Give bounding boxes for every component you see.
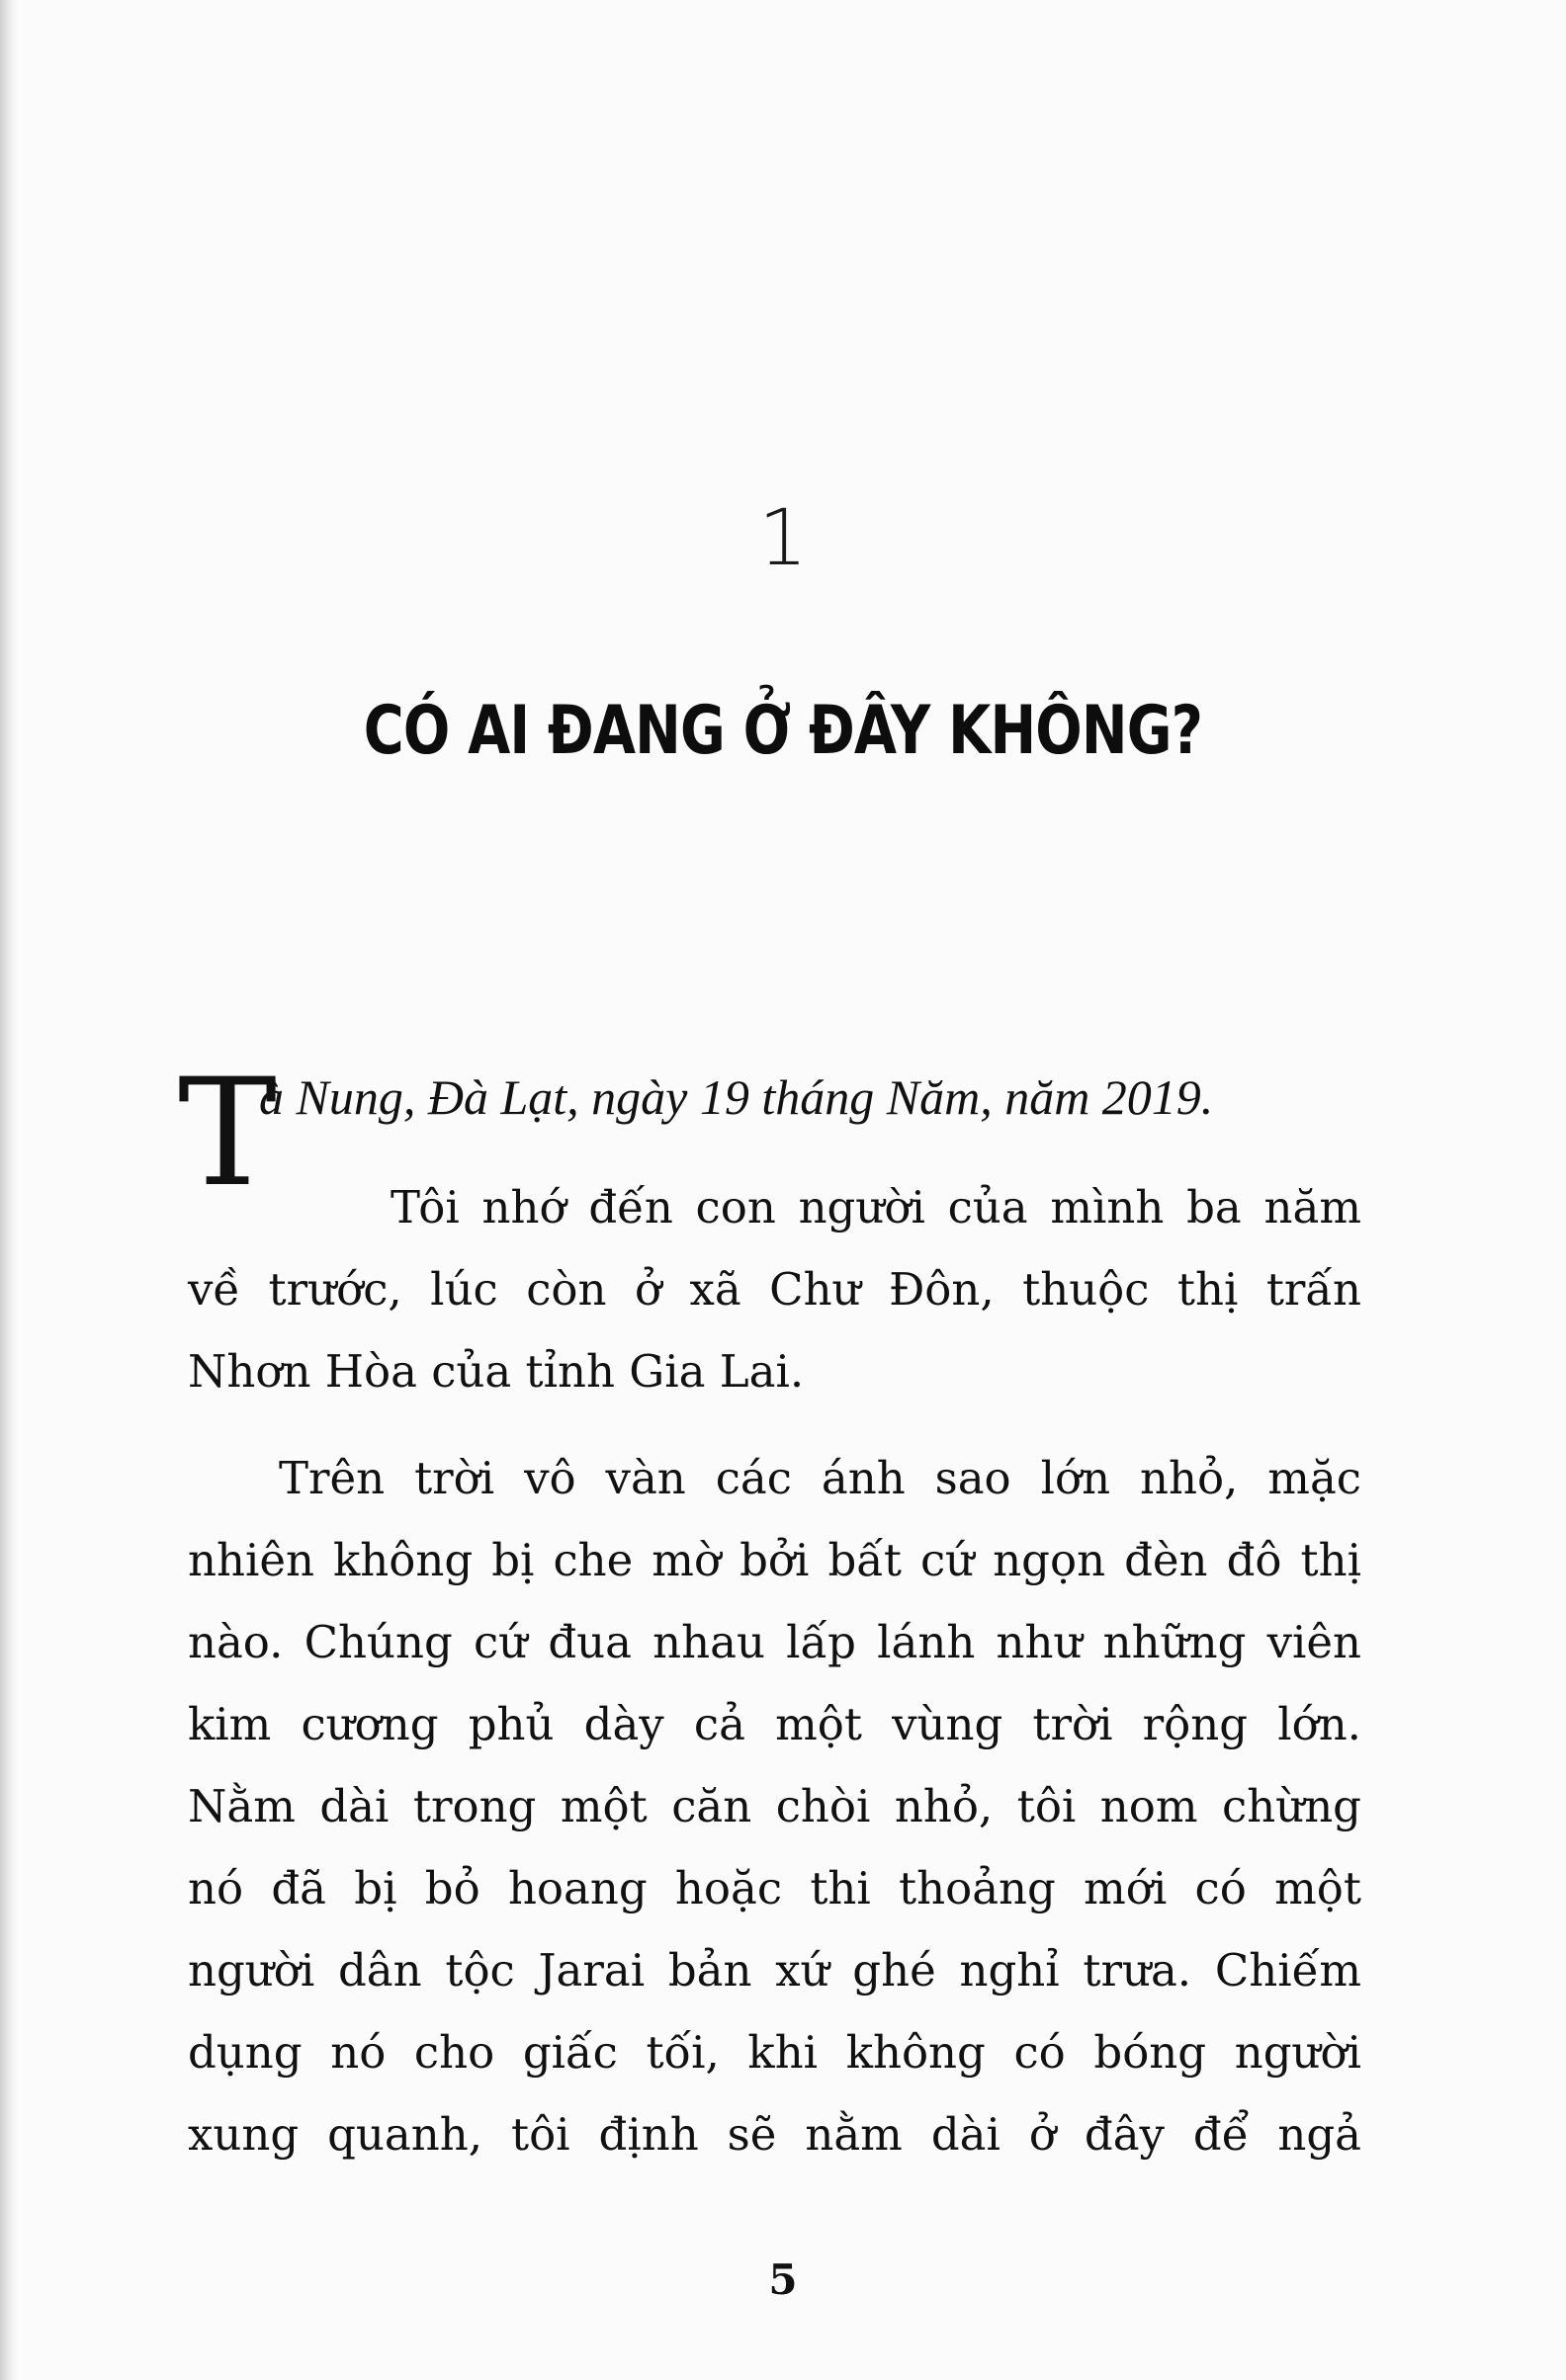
page-number: 5 — [768, 2255, 798, 2304]
scan-edge-shadow — [0, 0, 18, 2380]
paragraph2-line: người dân tộc Jarai bản xứ ghé nghỉ trưa. Chiếm — [188, 1944, 1361, 1997]
paragraph2-line: dụng nó cho giấc tối, khi không có bóng người — [188, 2026, 1361, 2079]
drop-cap: T — [178, 1048, 278, 1220]
paragraph2-line: xung quanh, tôi định sẽ nằm dài ở đây để ngả — [188, 2108, 1361, 2161]
chapter-number: 1 — [758, 494, 808, 583]
paragraph2-line: kim cương phủ dày cả một vùng trời rộng lớn. — [188, 1698, 1361, 1750]
dateline: à Nung, Đà Lạt, ngày 19 tháng Năm, năm 2019. — [259, 1069, 1214, 1125]
paragraph2-line: Nằm dài trong một căn chòi nhỏ, tôi nom chừng — [188, 1780, 1361, 1832]
paragraph2-line: nó đã bị bỏ hoang hoặc thi thoảng mới có một — [188, 1862, 1361, 1914]
paragraph2-line: nào. Chúng cứ đua nhau lấp lánh như những viên — [188, 1616, 1361, 1668]
paragraph1-line: về trước, lúc còn ở xã Chư Đôn, thuộc thị trấn — [188, 1263, 1361, 1316]
paragraph1-line: Tôi nhớ đến con người của mình ba năm — [391, 1181, 1361, 1233]
chapter-title: CÓ AI ĐANG Ở ĐÂY KHÔNG? — [363, 692, 1203, 770]
paragraph2-line: nhiên không bị che mờ bởi bất cứ ngọn đèn đô thị — [188, 1534, 1361, 1586]
paragraph2-line: Trên trời vô vàn các ánh sao lớn nhỏ, mặc — [279, 1452, 1361, 1504]
paragraph1-line: Nhơn Hòa của tỉnh Gia Lai. — [188, 1345, 805, 1398]
